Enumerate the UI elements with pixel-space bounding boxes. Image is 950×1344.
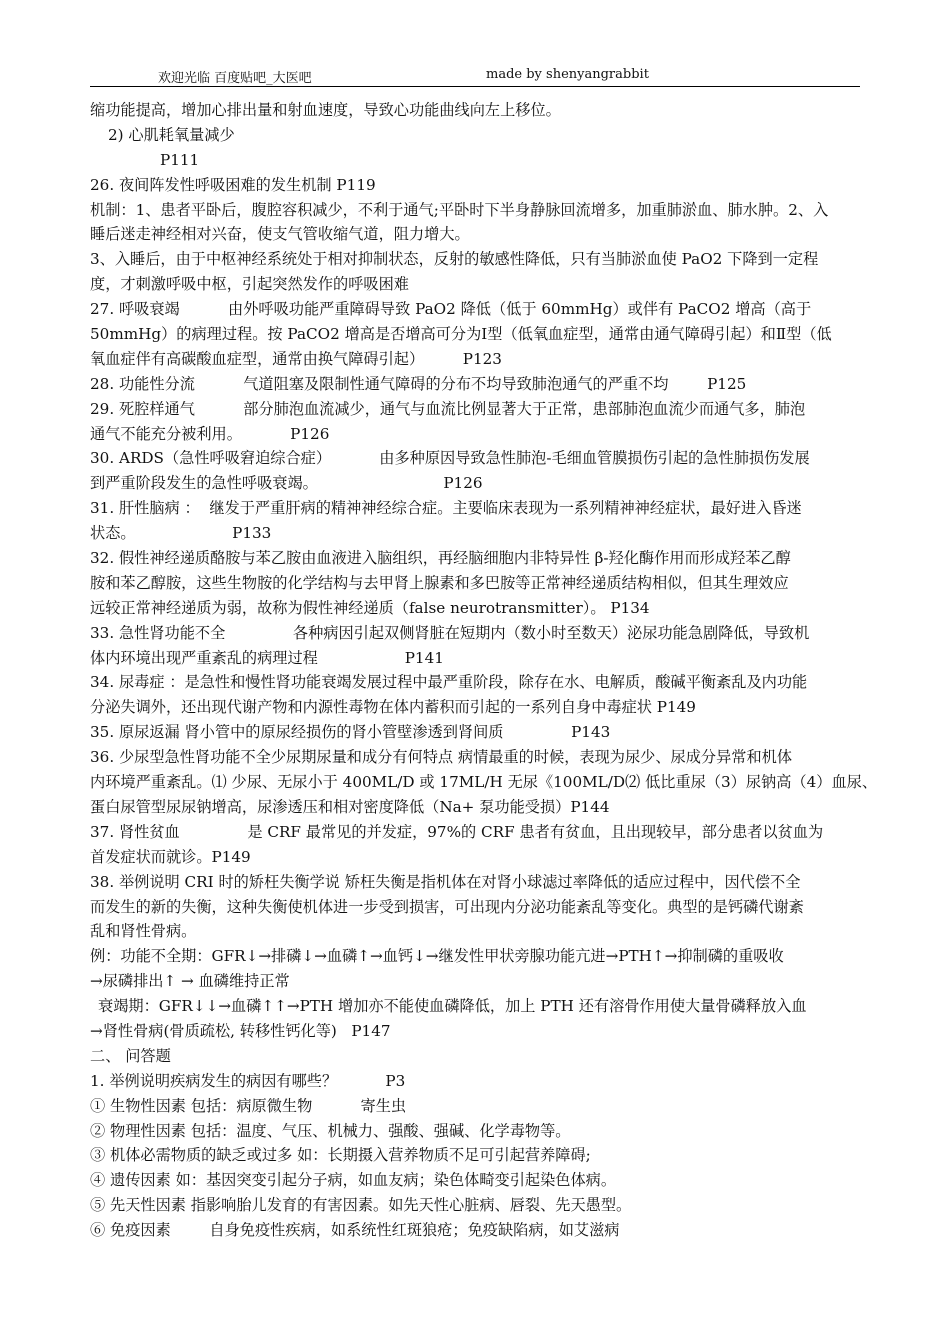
text-line [90,944,860,969]
text-line-content: 睡后迷走神经相对兴奋，使支气管收缩气道，阻力增大。 [90,225,470,244]
text-line [90,123,860,148]
text-line-content: →尿磷排出↑ → 血磷维持正常 [90,972,290,991]
text-line-content: 35. 原尿返漏 肾小管中的原尿经损伤的肾小管壁渗透到肾间质 P143 [90,723,611,742]
text-line-content: 通气不能充分被利用。 P126 [90,424,330,443]
text-line-content: 36. 少尿型急性肾功能不全少尿期尿量和成分有何特点 病情最重的时候，表现为尿少、尿成分异常和机体 [90,748,793,767]
text-line [90,322,860,347]
text-line [90,247,860,272]
text-line-content: 例：功能不全期：GFR↓→排磷↓→血磷↑→血钙↓→继发性甲状旁腺功能亢进→PTH↑→抑制磷的重吸收 [90,947,784,966]
text-line-content: 34. 尿毒症 ：是急性和慢性肾功能衰竭发展过程中最严重阶段，除存在水、电解质，酸碱平衡紊乱及内功能 [90,673,808,692]
text-line-content: ⑤ 先天性因素 指影响胎儿发育的有害因素。如先天性心脏病、唇裂、先天愚型。 [90,1196,632,1215]
text-line-content: P111 [160,150,200,169]
text-line-content: 3、入睡后，由于中枢神经系统处于相对抑制状态，反射的敏感性降低，只有当肺淤血使 PaO2 下降到一定程 [90,250,819,269]
text-line-content: 远较正常神经递质为弱，故称为假性神经递质（false neurotransmitter）。 P134 [90,598,650,617]
text-line [90,571,860,596]
text-line [90,546,860,571]
text-line [90,1218,860,1243]
text-line [90,820,860,845]
text-line [90,770,878,795]
text-line-content: ④ 遗传因素 如：基因突变引起分子病，如血友病；染色体畸变引起染色体病。 [90,1171,617,1190]
text-line-content: 分泌失调外，还出现代谢产物和内源性毒物在体内蓄积而引起的一系列自身中毒症状 P149 [90,698,696,717]
text-line [90,621,860,646]
text-line [90,471,860,496]
text-line [90,446,860,471]
text-line [90,969,860,994]
text-line-content: →肾性骨病(骨质疏松, 转移性钙化等) P147 [90,1021,391,1040]
text-line [90,297,860,322]
text-line-content: 而发生的新的失衡，这种失衡使机体进一步受到损害，可出现内分泌功能紊乱等变化。典型的是钙磷代谢紊 [90,897,804,916]
text-line-content: 1. 举例说明疾病发生的病因有哪些？ P3 [90,1071,406,1090]
text-line-content: 38. 举例说明 CRI 时的矫枉失衡学说 矫枉失衡是指机体在对肾小球滤过率降低的适应过程中，因代偿不全 [90,872,801,891]
text-line-content: 体内环境出现严重紊乱的病理过程 P141 [90,648,444,667]
text-line-content: 32. 假性神经递质酪胺与苯乙胺由血液进入脑组织，再经脑细胞内非特异性 β-羟化酶作用而形成羟苯乙醇 [90,549,791,568]
text-line [90,1044,860,1069]
text-line [90,1193,860,1218]
text-line [90,720,860,745]
text-line [90,173,860,198]
text-line-content: 蛋白尿管型尿尿钠增高，尿渗透压和相对密度降低（Na+ 泵功能受损）P144 [90,797,610,816]
text-line [90,670,860,695]
text-line-content: 26. 夜间阵发性呼吸困难的发生机制 P119 [90,175,376,194]
text-line [90,98,860,123]
text-line-content: 30. ARDS（急性呼吸窘迫综合症） 由多种原因导致急性肺泡-毛细血管膜损伤引起的急性肺损伤发展 [90,449,810,468]
text-line [90,919,860,944]
text-line [90,148,860,173]
text-line-content: 缩功能提高，增加心排出量和射血速度，导致心功能曲线向左上移位。 [90,101,561,119]
text-line [90,596,860,621]
text-line-content: 二、 问答题 [90,1046,171,1065]
text-line-content: 到严重阶段发生的急性呼吸衰竭。 P126 [90,474,483,493]
text-line-content: 首发症状而就诊。P149 [90,847,251,866]
text-line-content: 衰竭期：GFR↓↓→血磷↑↑→PTH 增加亦不能使血磷降低，加上 PTH 还有溶骨作用使大量骨磷释放入血 [98,997,807,1016]
text-line [90,372,860,397]
text-line [90,1143,860,1168]
text-line [90,994,860,1019]
document-body [90,98,878,1243]
text-line [90,870,860,895]
text-line [90,222,860,247]
text-line-content: 31. 肝性脑病 ： 继发于严重肝病的精神神经综合症。主要临床表现为一系列精神神经症状，最好进入昏迷 [90,499,802,518]
text-line-content: 乱和肾性骨病。 [90,922,197,941]
text-line-content: 机制：1、患者平卧后，腹腔容积减少，不利于通气;平卧时下半身静脉回流增多，加重肺淤血、肺水肿。2、入 [90,200,829,219]
text-line [90,845,860,870]
page-header [90,66,860,87]
header-left-text: 欢迎光临 百度贴吧_大医吧 [158,71,312,86]
text-line-content: 胺和苯乙醇胺，这些生物胺的化学结构与去甲肾上腺素和多巴胺等正常神经递质结构相似，但其生理效应 [90,573,789,592]
text-line-content: 度，才刺激呼吸中枢，引起突然发作的呼吸困难 [90,275,409,294]
text-line-content: 状态。 P133 [90,524,272,543]
text-line [90,1094,860,1119]
text-line [90,496,860,521]
text-line [90,198,860,223]
text-line [90,745,860,770]
text-line-content: ② 物理性因素 包括：温度、气压、机械力、强酸、强碱、化学毒物等。 [90,1121,571,1140]
text-line-content: 27. 呼吸衰竭 由外呼吸功能严重障碍导致 PaO2 降低（低于 60mmHg）或伴有 PaCO2 增高（高于 [90,300,812,319]
text-line-content: 29. 死腔样通气 部分肺泡血流减少，通气与血流比例显著大于正常，患部肺泡血流少而通气多，肺泡 [90,399,806,418]
text-line [90,1119,860,1144]
text-line-content: 内环境严重紊乱。⑴ 少尿、无尿小于 400ML/D 或 17ML/H 无尿《100ML/D⑵ 低比重尿（3）尿钠高（4）血尿、 [90,773,878,792]
text-line [90,1168,860,1193]
text-line [90,795,860,820]
text-line-content: 37. 肾性贫血 是 CRF 最常见的并发症，97%的 CRF 患者有贫血，且出现较早，部分患者以贫血为 [90,822,824,841]
text-line [90,646,860,671]
text-line [90,1019,860,1044]
text-line-content: 氧血症伴有高碳酸血症型，通常由换气障碍引起） P123 [90,349,502,368]
text-line [90,895,860,920]
text-line-content: 28. 功能性分流 气道阻塞及限制性通气障碍的分布不均导致肺泡通气的严重不均 P125 [90,374,747,393]
text-line-content: 50mmHg）的病理过程。按 PaCO2 增高是否增高可分为Ⅰ型（低氧血症型，通常由通气障碍引起）和Ⅱ型（低 [90,325,832,344]
header-right-text: made by shenyangrabbit [486,67,649,82]
text-line [90,521,860,546]
text-line [90,422,860,447]
text-line [90,1069,860,1094]
text-line-content: ③ 机体必需物质的缺乏或过多 如：长期摄入营养物质不足可引起营养障碍; [90,1146,591,1165]
text-line [90,397,860,422]
text-line-content: ① 生物性因素 包括：病原微生物 寄生虫 [90,1096,407,1115]
text-line-content: ⑥ 免疫因素 自身免疫性疾病，如系统性红斑狼疮；免疫缺陷病，如艾滋病 [90,1221,620,1240]
text-line-content: 33. 急性肾功能不全 各种病因引起双侧肾脏在短期内（数小时至数天）泌尿功能急剧降低，导致机 [90,623,810,642]
text-line-content: 2) 心肌耗氧量减少 [108,125,235,144]
text-line [90,272,860,297]
text-line [90,347,860,372]
text-line [90,695,860,720]
